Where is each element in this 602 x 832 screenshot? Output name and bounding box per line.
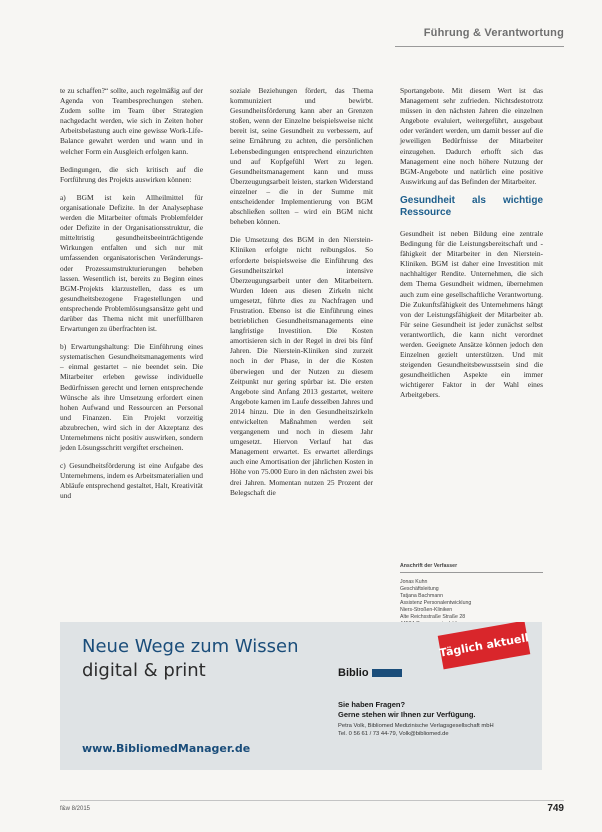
ad-url-link[interactable]: www.BibliomedManager.de xyxy=(82,742,251,755)
logo-bar-icon xyxy=(372,669,402,677)
advertisement[interactable] xyxy=(60,622,542,770)
paragraph: Bedingungen, die sich kritisch auf die Fortführung des Projekts auswirken können: xyxy=(60,164,203,184)
page-header xyxy=(0,0,602,52)
ad-logo xyxy=(338,667,402,679)
contact-heading: Anschrift der Verfasser xyxy=(400,563,543,573)
paragraph: b) Erwartungshaltung: Die Einführung eines systematischen Gesundheitsmanagements wird – einmal gestartet – nie beendet sein. Die Mitarbeiter erleben gewisse individuelle Bedürfnissen gerecht und lernen entsprechende Wünsche als ihre Umsetzung erfordert einen hohen Aufwand und Ressourcen an Personal und Finanzen. Ein Projekt vorzeitig abzubrechen, wird sich in der Akzeptanz des Unternehmens nicht positiv auswirken, sondern jeden Lösungsschritt vergiftet erscheinen. xyxy=(60,342,203,453)
footer-rule xyxy=(60,800,564,801)
ad-offer: Gerne stehen wir Ihnen zur Verfügung. xyxy=(338,710,476,719)
paragraph: te zu schaffen?“ sollte, auch regelmäßig auf der Agenda von Teambesprechungen stehen. Zudem sollte im Team über Strategien nachgedacht werden, wie sich in Zeiten hoher Arbeitsbelastung auch eine gewisse Work-Life-Balance gewahrt werden und wann und in welcher Form ein Ausgleich erfolgen kann. xyxy=(60,86,203,156)
ad-headline: Neue Wege zum Wissen xyxy=(82,636,299,657)
section-title: Führung & Verantwortung xyxy=(423,27,564,39)
ad-contact-phone: Tel. 0 56 61 / 73 44-79, Volk@bibliomed.de xyxy=(338,731,449,737)
ad-contact-name: Petra Volk, Bibliomed Medizinische Verlagsgesellschaft mbH xyxy=(338,723,494,729)
contact-line: Alte Reichsstraße Straße 28 xyxy=(400,614,466,620)
ad-question: Sie haben Fragen? xyxy=(338,700,406,709)
paragraph: Gesundheit ist neben Bildung eine zentrale Bedingung für die Leistungsbereitschaft und -fähigkeit der Mitarbeiter in den Nierstein-Kliniken. BGM ist daher eine Investition mit nachhaltiger Rendite. Unternehmen, die sich dem Thema Gesundheit widmen, übernehmen auch zum eine gesellschaftliche Verantwortung. Die Zukunftsfähigkeit des Unternehmens hängt von der Leistungsfähigkeit der Mitarbeiter ab. Für seine Gesundheit ist jeder zunächst selbst verantwortlich, die kann nicht verordnet werden. Geeignete Ansätze können jedoch den Einzelnen gezielt unterstützen. Und mit steigenden Gesundheitsbewusstsein sind die gesundheitlichen Aspekte ein immer wichtigerer Faktor in der Wahl eines Arbeitgebers. xyxy=(400,228,543,400)
issue-label: f&w 8/2015 xyxy=(60,806,91,812)
paragraph: a) BGM ist kein Allheilmittel für organisationale Defizite. In der Analysephase werden die Mitarbeiter oftmals Problemfelder oder Defizite in der Organisationsstruktur, die mitteltristig gesundheitsbeeinträchtigende Wirkungen entfalten und sich nur mit umfassenden organisatorischen Veränderungs- oder Prozessumstrukturierungen beheben lassen. Wesentlich ist, bereits zu Beginn eines BGM-Projekts klarzustellen, dass es um gesundheitsbezogene Fragestellungen und entsprechende Problemlösungsansätze geht und darüber das Thema nicht mit unerfüllbaren Erwartungen zu überfrachten ist. xyxy=(60,192,203,334)
paragraph: c) Gesundheitsförderung ist eine Aufgabe des Unternehmens, indem es Arbeitsmaterialien und Abläufe entsprechend gestaltet, Halt, Kreativität und xyxy=(60,461,203,501)
contact-line: Niers-Stroßen-Kliniken xyxy=(400,607,453,613)
page-number: 749 xyxy=(547,803,564,814)
ad-badge-text: Täglich aktuell xyxy=(438,630,530,660)
contact-line: Jonas Kuhn xyxy=(400,579,428,585)
text-column-2 xyxy=(230,86,373,506)
ad-subheadline: digital & print xyxy=(82,660,206,681)
header-rule xyxy=(395,46,564,47)
text-column-3 xyxy=(400,86,543,409)
paragraph: Sportangebote. Mit diesem Wert ist das Management sehr zufrieden. Nichtsdestotrotz müssen in den nächsten Jahren die einzelnen Angebote evaluiert, weitergeführt, ausgebaut oder verändert werden, um damit besser auf die jeweiligen Bedürfnisse der Mitarbeiter einzugehen. Dadurch erhofft sich das Management eine noch höhere Nutzung der BGM-Angebote und natürlich eine positive Auswirkung auf das Befinden der Mitarbeiter. xyxy=(400,86,543,186)
paragraph: soziale Beziehungen fördert, das Thema kommuniziert und bewirbt. Gesundheitsförderung kann aber an Grenzen stoßen, wenn der Einzelne beispielsweise nicht bereit ist, seine Gesundheit zu verbessern, auf seine Ernährung zu achten, die persönlichen Lebensbedingungen entsprechend einzurichten und auf Kopfgefühl Wert zu legen. Gesundheitsmanagement kann und muss Überzeugungsarbeit leisten, starken Widerstand einzelner – die in der Summe mit entscheidender Implementierung von BGM abschließen sollten – wird ein BGM nicht beheben können. xyxy=(230,86,373,227)
contact-line: Tatjana Bachmann xyxy=(400,593,443,599)
text-column-1 xyxy=(60,86,203,510)
ad-logo-text: Biblio xyxy=(338,667,369,679)
ad-badge xyxy=(438,622,531,669)
subheading: Gesundheit als wichtige Ressource xyxy=(400,194,543,218)
contact-line: Geschäftsleitung xyxy=(400,586,439,592)
author-contact-box xyxy=(400,563,543,628)
contact-line: Assistenz Personalentwicklung xyxy=(400,600,472,606)
paragraph: Die Umsetzung des BGM in den Nierstein-Kliniken erfolgte nicht reibungslos. So erforderte beispielsweise die Einführung des Gesundheitszirkel intensive Überzeugungsarbeit unter den Mitarbeitern. Wurden Ideen aus diesen Zirkeln nicht umgesetzt, führte dies zu Nachfragen und Frustration. Ebenso ist die Einführung eines betrieblichen Gesundheitsmanagements eine langfristige Investition. Die Kosten amortisieren sich in der Regel in drei bis fünf Jahren. Die Nierstein-Kliniken sind zurzeit noch in der Phase, in der die Kosten überwiegen und der Nutzen zu diesem Zeitpunkt nur gering spürbar ist. Die ersten Angebote sind Anfang 2013 gestartet, weitere Angebote kamen im Laufe desselben Jahres und 2014 hinzu. Die in den Gesundheitszirkeln entwickelten Maßnahmen werden seit vergangenem und noch in diesem Jahr umgesetzt. Hiervon Verlauf hat das Management erwartet. Es erwartet allerdings auch eine Amortisation der jährlichen Kosten in Höhe von 75.000 Euro in den nächsten zwei bis drei Jahren. Momentan nutzen 25 Prozent der Belegschaft die xyxy=(230,235,373,497)
